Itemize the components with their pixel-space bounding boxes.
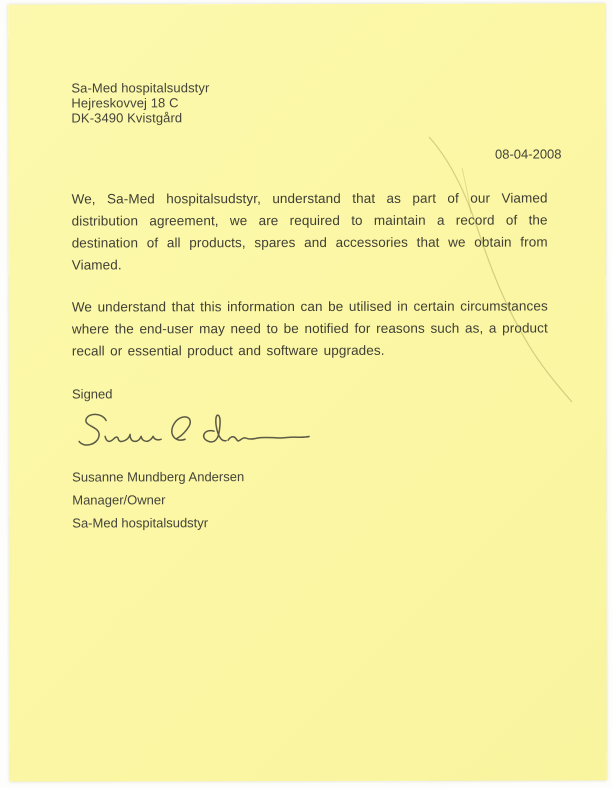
letter-content xyxy=(71,79,562,534)
letter-date: 08-04-2008 xyxy=(494,146,562,162)
letter-paragraph-2: We understand that this information can be utilised in certain circumstances where the end-user may need to be notified for reasons such as, a product recall or essential product and software upgrades. xyxy=(71,298,548,359)
signatory-title: Manager/Owner xyxy=(72,492,166,508)
sender-address-block xyxy=(71,79,547,125)
letter-paragraph-1: We, Sa-Med hospitalsudstyr, understand that as part of our Viamed distribution agreement, we are required to maintain a record of the destination of all products, spares and accessories that we obtain from Viamed. xyxy=(71,190,548,273)
sender-name: Sa-Med hospitalsudstyr xyxy=(71,80,210,96)
signatory-block xyxy=(72,464,548,534)
letter-paper xyxy=(8,3,607,781)
sender-address-line1: Hejreskovvej 18 C xyxy=(71,95,179,111)
signatory-company: Sa-Med hospitalsudstyr xyxy=(72,515,209,531)
sender-address-line2: DK-3490 Kvistgård xyxy=(71,110,183,126)
handwritten-signature xyxy=(72,406,548,459)
signatory-name: Susanne Mundberg Andersen xyxy=(72,469,245,485)
signed-label: Signed xyxy=(71,386,113,402)
signature-ink xyxy=(72,407,322,460)
